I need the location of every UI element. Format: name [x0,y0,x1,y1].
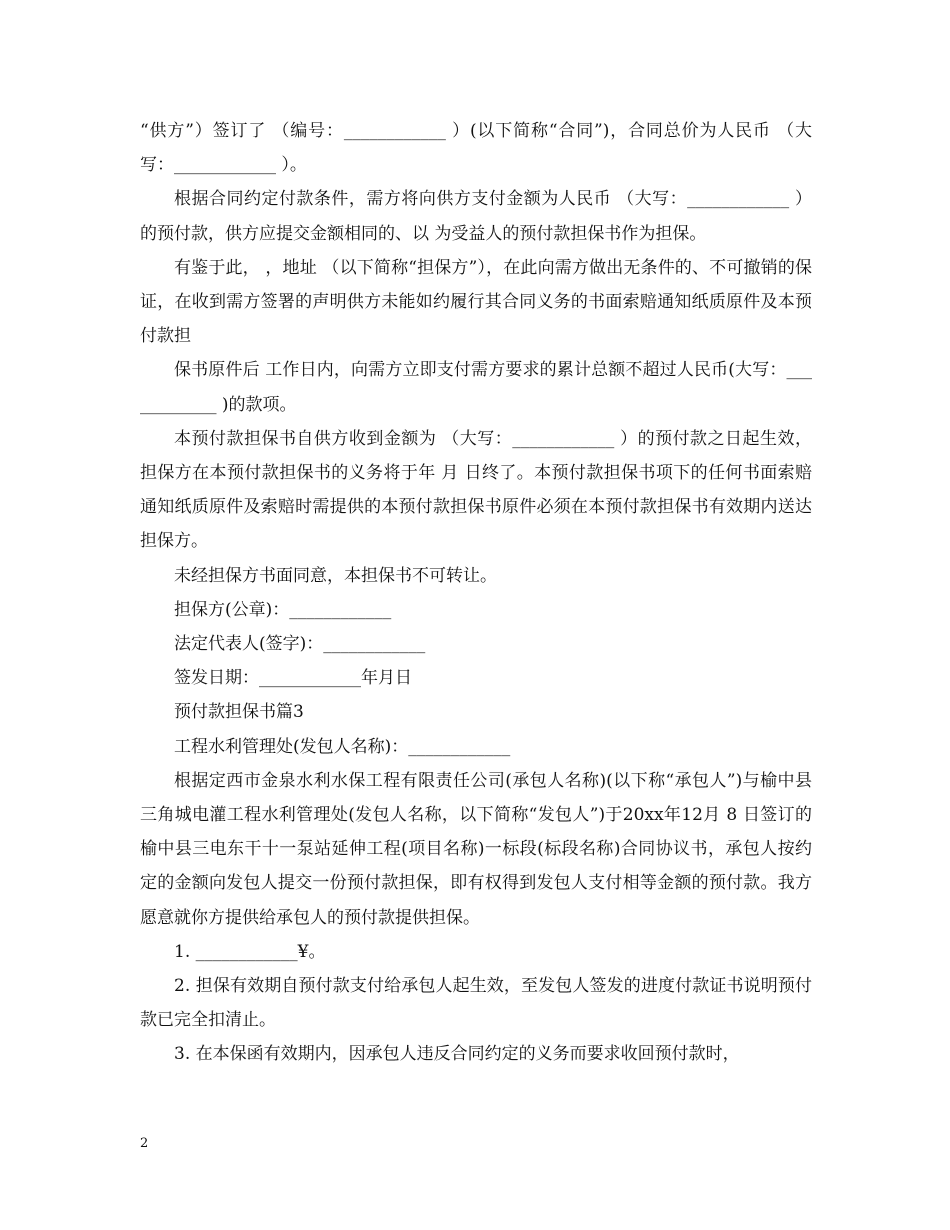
legal-representative-line: 法定代表人(签字)：____________ [174,634,426,655]
clause-2: 2. 担保有效期自预付款支付给承包人起生效，至发包人签发的进度付款证书说明预付款已完全扣清止。 [140,976,812,1031]
page-number: 2 [140,1136,149,1151]
paragraph-advance-payment-amount: 根据合同约定付款条件，需方将向供方支付金额为人民币 （大写：____________ ）的预付款，供方应提交金额相同的、以 为受益人的预付款担保书作为担保。 [140,189,812,244]
paragraph-payment-obligation: 保书原件后 工作日内，向需方立即支付需方要求的累计总额不超过人民币(大写：____________ )的款项。 [140,360,812,415]
guarantor-seal-line: 担保方(公章)：____________ [174,599,392,620]
employer-addressee-line: 工程水利管理处(发包人名称)：____________ [174,736,511,757]
paragraph-contract-agreement: 根据定西市金泉水利水保工程有限责任公司(承包人名称)(以下称“承包人”)与榆中县三角城电灌工程水利管理处(发包人名称，以下简称“发包人”)于20xx年12月 8 日签订的榆中县三电东干十一泵站延伸工程(项目名称)一标段(标段名称)合同协议书，承包人按约定的金额向发包人提交一份预付款担保，即有权得到发包人支付相等金额的预付款。我方愿意就你方提供给承包人的预付款提供担保。 [140,770,812,928]
paragraph-validity-period: 本预付款担保书自供方收到金额为 （大写：____________ ）的预付款之日起生效，担保方在本预付款担保书的义务将于年 月 日终了。本预付款担保书项下的任何书面索赔通知纸质原件及索赔时需提供的本预付款担保书原件必须在本预付款担保书有效期内送达担保方。 [140,428,812,552]
paragraph-non-transferable: 未经担保方书面同意，本担保书不可转让。 [174,565,497,586]
paragraph-contract-reference: “供方”）签订了 （编号：____________ ）(以下简称“合同”)，合同总价为人民币 （大写：____________ ）。 [140,121,812,176]
paragraph-guarantor-undertaking: 有鉴于此， ，地址 （以下简称“担保方”），在此向需方做出无条件的、不可撤销的保证，在收到需方签署的声明供方未能如约履行其合同义务的书面索赔通知纸质原件及本预付款担 [140,257,812,347]
clause-1: 1. ____________¥。 [174,941,326,962]
issue-date-line: 签发日期：____________年月日 [174,668,412,689]
section-heading-3: 预付款担保书篇3 [174,702,304,723]
document-body [140,114,812,1072]
clause-3: 3. 在本保函有效期内，因承包人违反合同约定的义务而要求收回预付款时， [174,1044,740,1065]
